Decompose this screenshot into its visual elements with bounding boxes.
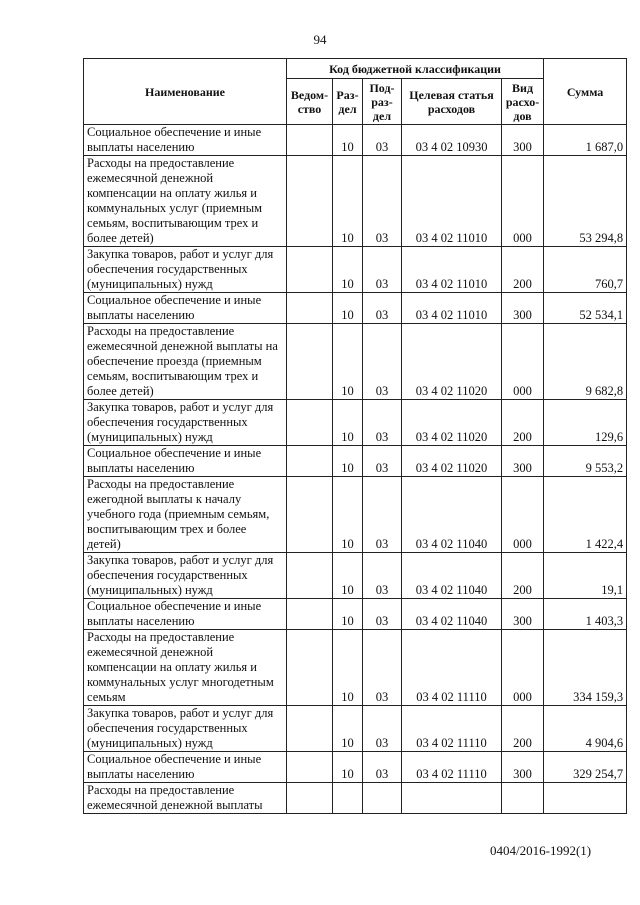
cell-razdel: 10 <box>333 247 363 293</box>
cell-summa <box>544 783 627 814</box>
table-row <box>84 783 627 814</box>
cell-razdel: 10 <box>333 630 363 706</box>
table-row <box>84 324 627 400</box>
cell-razdel: 10 <box>333 125 363 156</box>
cell-podrazdel: 03 <box>363 293 402 324</box>
page-number: 94 <box>313 32 327 47</box>
table-row <box>84 400 627 446</box>
cell-vedomstvo <box>287 156 333 247</box>
cell-podrazdel <box>363 783 402 814</box>
cell-summa: 1 687,0 <box>544 125 627 156</box>
cell-celevaya <box>402 783 502 814</box>
cell-summa: 19,1 <box>544 553 627 599</box>
cell-celevaya: 03 4 02 11040 <box>402 477 502 553</box>
document-code: 0404/2016-1992(1) <box>490 843 592 858</box>
table-row <box>84 706 627 752</box>
budget-table <box>83 58 627 814</box>
cell-razdel: 10 <box>333 446 363 477</box>
table-row <box>84 247 627 293</box>
cell-name: Закупка товаров, работ и услуг для обеспечения государственных (муниципальных) нужд <box>84 706 287 752</box>
table-row <box>84 446 627 477</box>
cell-summa: 53 294,8 <box>544 156 627 247</box>
cell-razdel: 10 <box>333 156 363 247</box>
table-row <box>84 156 627 247</box>
cell-vid: 200 <box>502 400 544 446</box>
table-header <box>84 59 627 125</box>
cell-podrazdel: 03 <box>363 477 402 553</box>
cell-vid: 300 <box>502 599 544 630</box>
cell-razdel: 10 <box>333 324 363 400</box>
cell-razdel: 10 <box>333 752 363 783</box>
cell-summa: 760,7 <box>544 247 627 293</box>
table-row <box>84 553 627 599</box>
header-summa: Сумма <box>544 59 627 125</box>
table-row <box>84 125 627 156</box>
cell-name: Расходы на предоставление ежегодной выплаты к началу учебного года (приемным семьям, воспитывающим трех и более детей) <box>84 477 287 553</box>
cell-vid: 300 <box>502 752 544 783</box>
cell-celevaya: 03 4 02 11010 <box>402 247 502 293</box>
cell-razdel: 10 <box>333 599 363 630</box>
cell-vedomstvo <box>287 477 333 553</box>
cell-podrazdel: 03 <box>363 324 402 400</box>
cell-name: Закупка товаров, работ и услуг для обеспечения государственных (муниципальных) нужд <box>84 247 287 293</box>
cell-vedomstvo <box>287 599 333 630</box>
cell-razdel: 10 <box>333 400 363 446</box>
cell-vedomstvo <box>287 247 333 293</box>
cell-summa: 4 904,6 <box>544 706 627 752</box>
cell-podrazdel: 03 <box>363 553 402 599</box>
cell-podrazdel: 03 <box>363 599 402 630</box>
cell-vid: 000 <box>502 630 544 706</box>
cell-razdel: 10 <box>333 553 363 599</box>
cell-celevaya: 03 4 02 11110 <box>402 752 502 783</box>
cell-podrazdel: 03 <box>363 706 402 752</box>
header-vedomstvo: Ведом-ство <box>287 79 333 125</box>
cell-name: Социальное обеспечение и иные выплаты населению <box>84 752 287 783</box>
cell-vedomstvo <box>287 293 333 324</box>
cell-vid <box>502 783 544 814</box>
cell-podrazdel: 03 <box>363 156 402 247</box>
cell-vedomstvo <box>287 706 333 752</box>
cell-vedomstvo <box>287 446 333 477</box>
cell-podrazdel: 03 <box>363 400 402 446</box>
cell-name: Социальное обеспечение и иные выплаты населению <box>84 599 287 630</box>
cell-vedomstvo <box>287 125 333 156</box>
header-razdel: Раз-дел <box>333 79 363 125</box>
cell-vid: 200 <box>502 553 544 599</box>
cell-vedomstvo <box>287 324 333 400</box>
cell-summa: 129,6 <box>544 400 627 446</box>
cell-celevaya: 03 4 02 10930 <box>402 125 502 156</box>
cell-vid: 200 <box>502 247 544 293</box>
cell-name: Социальное обеспечение и иные выплаты населению <box>84 446 287 477</box>
cell-celevaya: 03 4 02 11020 <box>402 400 502 446</box>
cell-name: Расходы на предоставление ежемесячной денежной компенсации на оплату жилья и коммунальных услуг (приемным семьям, воспитывающим трех и более детей) <box>84 156 287 247</box>
cell-summa: 9 553,2 <box>544 446 627 477</box>
cell-name: Закупка товаров, работ и услуг для обеспечения государственных (муниципальных) нужд <box>84 553 287 599</box>
cell-name: Социальное обеспечение и иные выплаты населению <box>84 293 287 324</box>
cell-vedomstvo <box>287 553 333 599</box>
table-row <box>84 630 627 706</box>
cell-summa: 9 682,8 <box>544 324 627 400</box>
cell-vid: 000 <box>502 324 544 400</box>
cell-vid: 000 <box>502 477 544 553</box>
cell-summa: 1 403,3 <box>544 599 627 630</box>
cell-celevaya: 03 4 02 11110 <box>402 706 502 752</box>
cell-name: Социальное обеспечение и иные выплаты населению <box>84 125 287 156</box>
cell-name: Расходы на предоставление ежемесячной денежной выплаты на обеспечение проезда (приемным семьям, воспитывающим трех и более детей) <box>84 324 287 400</box>
cell-podrazdel: 03 <box>363 125 402 156</box>
cell-razdel: 10 <box>333 477 363 553</box>
cell-celevaya: 03 4 02 11110 <box>402 630 502 706</box>
cell-podrazdel: 03 <box>363 247 402 293</box>
cell-name: Расходы на предоставление ежемесячной денежной компенсации на оплату жилья и коммунальных услуг многодетным семьям <box>84 630 287 706</box>
cell-vid: 200 <box>502 706 544 752</box>
cell-celevaya: 03 4 02 11020 <box>402 324 502 400</box>
cell-vedomstvo <box>287 752 333 783</box>
header-name: Наименование <box>84 59 287 125</box>
cell-vid: 000 <box>502 156 544 247</box>
header-celevaya: Целевая статья расходов <box>402 79 502 125</box>
cell-summa: 329 254,7 <box>544 752 627 783</box>
cell-name: Закупка товаров, работ и услуг для обеспечения государственных (муниципальных) нужд <box>84 400 287 446</box>
cell-vid: 300 <box>502 446 544 477</box>
table-row <box>84 293 627 324</box>
table-body <box>84 125 627 814</box>
header-classification: Код бюджетной классификации <box>287 59 544 79</box>
cell-podrazdel: 03 <box>363 630 402 706</box>
table-row <box>84 477 627 553</box>
cell-summa: 1 422,4 <box>544 477 627 553</box>
cell-vedomstvo <box>287 783 333 814</box>
cell-vedomstvo <box>287 630 333 706</box>
cell-podrazdel: 03 <box>363 752 402 783</box>
cell-razdel <box>333 783 363 814</box>
cell-celevaya: 03 4 02 11020 <box>402 446 502 477</box>
table-row <box>84 752 627 783</box>
header-vid: Вид расхо-дов <box>502 79 544 125</box>
header-podrazdel: Под-раз-дел <box>363 79 402 125</box>
cell-summa: 334 159,3 <box>544 630 627 706</box>
cell-celevaya: 03 4 02 11040 <box>402 553 502 599</box>
cell-name: Расходы на предоставление ежемесячной денежной выплаты <box>84 783 287 814</box>
cell-summa: 52 534,1 <box>544 293 627 324</box>
cell-vedomstvo <box>287 400 333 446</box>
table-row <box>84 599 627 630</box>
cell-celevaya: 03 4 02 11040 <box>402 599 502 630</box>
cell-razdel: 10 <box>333 293 363 324</box>
cell-razdel: 10 <box>333 706 363 752</box>
cell-celevaya: 03 4 02 11010 <box>402 293 502 324</box>
cell-podrazdel: 03 <box>363 446 402 477</box>
cell-celevaya: 03 4 02 11010 <box>402 156 502 247</box>
cell-vid: 300 <box>502 125 544 156</box>
cell-vid: 300 <box>502 293 544 324</box>
